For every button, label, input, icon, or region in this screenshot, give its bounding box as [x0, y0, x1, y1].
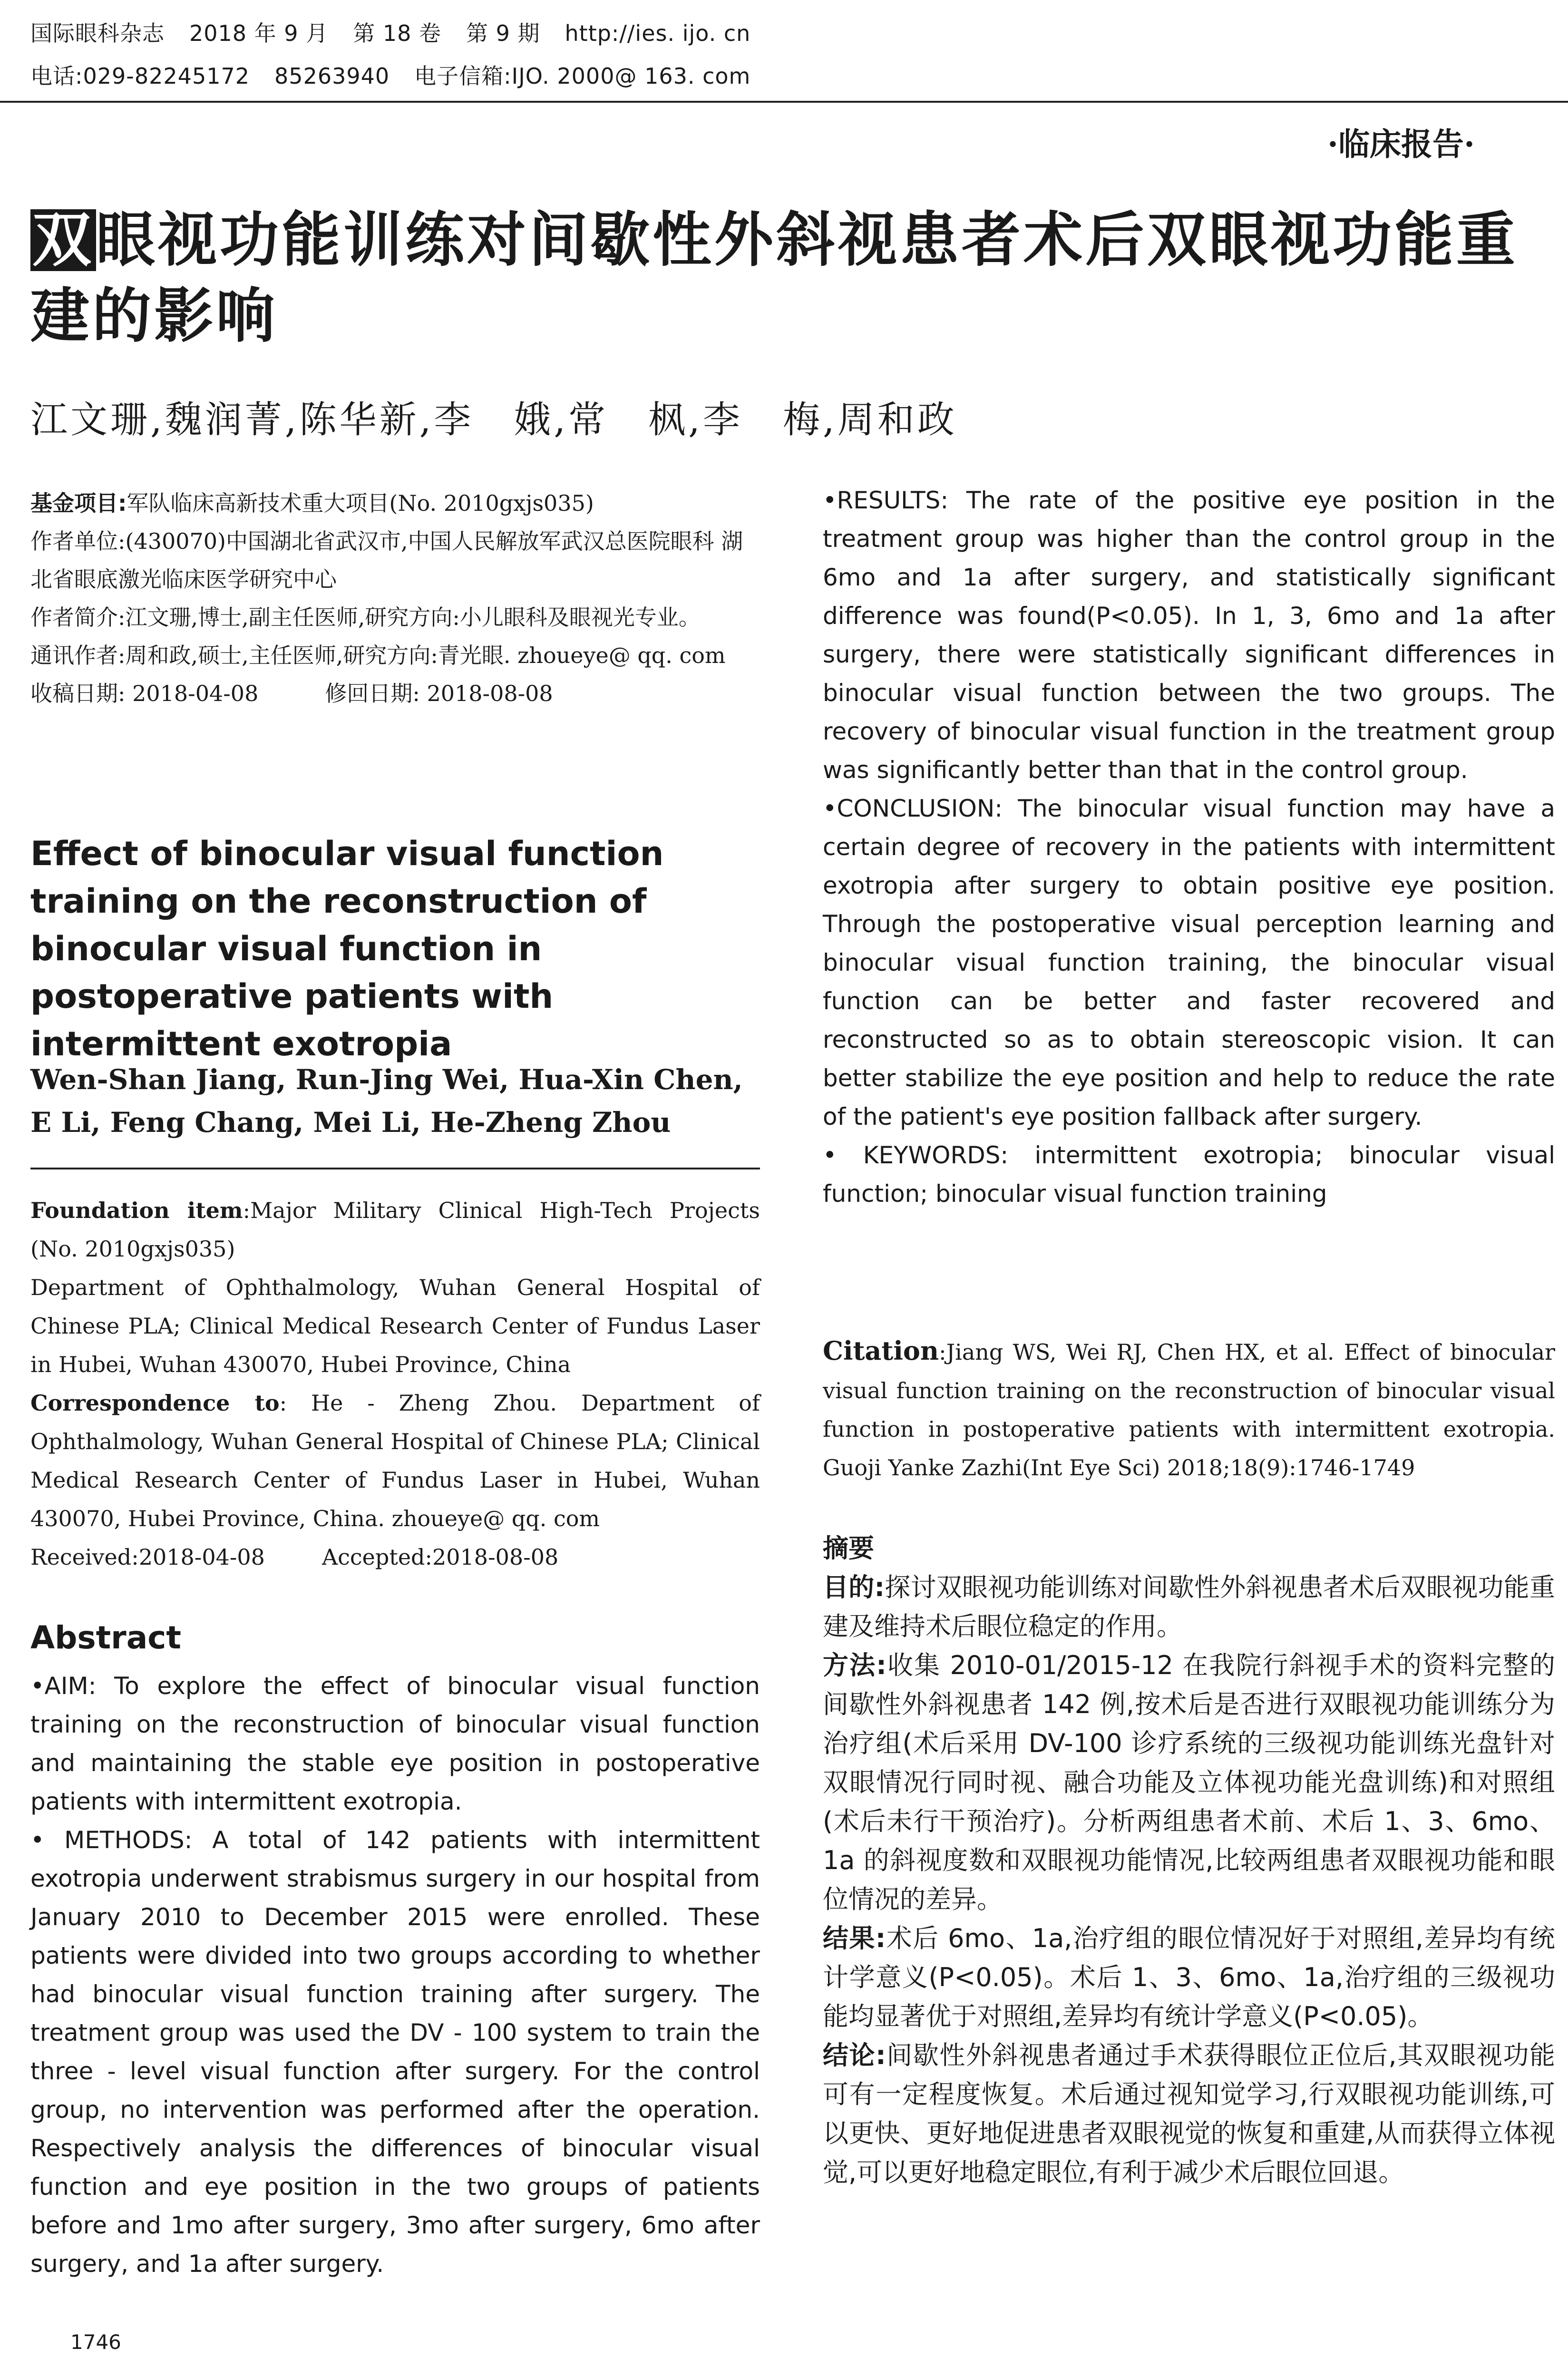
- citation-text: :Jiang WS, Wei RJ, Chen HX, et al. Effect of binocular visual function training on the reconstruction of binocular visual function in postoperative patients with intermittent exotropia. Guoji Yanke Zazhi(Int Eye Sci) 2018;18(9):1746-1749: [823, 1339, 1555, 1481]
- conclusion-text: The binocular visual function may have a certain degree of recovery in the patients with intermittent exotropia after surgery to obtain positive eye position. Through the postoperative visual perception learning and binocular visual function training, the binocular visual function can be better and faster recovered and reconstructed so as to obtain stereoscopic vision. It can better stabilize the eye position and help to reduce the rate of the patient's eye position fallback after surgery.: [823, 795, 1555, 1130]
- aim-label: •AIM:: [30, 1672, 97, 1700]
- department-en: Department of Ophthalmology, Wuhan General Hospital of Chinese PLA; Clinical Medical Research Center of Fundus Laser in Hubei, Wuhan 430070, Hubei Province, China: [30, 1275, 760, 1377]
- aim-text: To explore the effect of binocular visual function training on the reconstruction of binocular visual function and maintaining the stable eye position in postoperative patients with intermittent exotropia.: [30, 1672, 760, 1815]
- issue-date: 2018 年 9 月: [189, 20, 329, 46]
- abstract-cn-heading: 摘要: [823, 1533, 874, 1563]
- methods-label: • METHODS:: [30, 1826, 193, 1854]
- title-en: Effect of binocular visual function training on the reconstruction of binocular visual function in postoperative patients with intermittent exotropia: [30, 834, 664, 1063]
- title-cn-rest: 眼视功能训练对间歇性外斜视患者术后双眼视功能重建的影响: [30, 206, 1519, 351]
- conclusion-cn-text: 间歇性外斜视患者通过手术获得眼位正位后,其双眼视功能可有一定程度恢复。术后通过视知觉学习,行双眼视功能训练,可以更快、更好地促进患者双眼视觉的恢复和重建,从而获得立体视觉,可以更好地稳定眼位,有利于减少术后眼位回退。: [823, 2040, 1555, 2187]
- conclusion-label: •CONCLUSION:: [823, 795, 1003, 822]
- correspondence-en: : He - Zheng Zhou. Department of Ophthalmology, Wuhan General Hospital of Chinese PLA; Clinical Medical Research Center of Fundus Laser in Hubei, Wuhan 430070, Hubei Province, China. zhoueye@ qq. com: [30, 1390, 760, 1531]
- header-line-2: [30, 62, 775, 90]
- correspondence-cn: 通讯作者:周和政,硕士,主任医师,研究方向:青光眼. zhoueye@ qq. com: [30, 643, 726, 668]
- methods-text: A total of 142 patients with intermittent exotropia underwent strabismus surgery in our hospital from January 2010 to December 2015 were enrolled. These patients were divided into two groups according to whether had binocular visual function training after surgery. The treatment group was used the DV - 100 system to train the three - level visual function after surgery. For the control group, no intervention was performed after the operation. Respectively analysis the differences of binocular visual function and eye position in the two groups of patients before and 1mo after surgery, 3mo after surgery, 6mo after surgery, and 1a after surgery.: [30, 1826, 760, 2278]
- aim-cn-text: 探讨双眼视功能训练对间歇性外斜视患者术后双眼视功能重建及维持术后眼位稳定的作用。: [823, 1572, 1555, 1641]
- accepted-en: Accepted:2018-08-08: [321, 1544, 559, 1570]
- fund-text: 军队临床高新技术重大项目(No. 2010gxjs035): [127, 490, 594, 516]
- conclusion-cn-label: 结论:: [823, 2040, 886, 2070]
- results-cn-label: 结果:: [823, 1923, 886, 1953]
- meta-cn: [30, 484, 760, 712]
- abstract-heading: Abstract: [30, 1619, 181, 1656]
- abstract-cn: [823, 1529, 1555, 2192]
- phone-2: 85263940: [274, 63, 390, 89]
- journal-name: 国际眼科杂志: [30, 20, 165, 46]
- abstract-right: [823, 481, 1555, 1213]
- results-text: The rate of the positive eye position in the treatment group was higher than the control group in the 6mo and 1a after surgery, and statistically significant difference was found(P<0.05). In 1, 3, 6mo and 1a after surgery, there were statistically significant differences in binocular visual function between the two groups. The recovery of binocular visual function in the treatment group was significantly better than that in the control group.: [823, 487, 1555, 784]
- keywords-text: intermittent exotropia; binocular visual function; binocular visual function training: [823, 1141, 1555, 1208]
- results-cn-text: 术后 6mo、1a,治疗组的眼位情况好于对照组,差异均有统计学意义(P<0.05)。术后 1、3、6mo、1a,治疗组的三级视功能均显著优于对照组,差异均有统计学意义(P<0.05)。: [823, 1923, 1555, 2031]
- phone: 电话:029-82245172: [30, 63, 250, 89]
- volume: 第 18 卷: [353, 20, 441, 46]
- foundation-label: Foundation item: [30, 1198, 243, 1223]
- fund-label: 基金项目:: [30, 490, 127, 516]
- author-intro: 作者简介:江文珊,博士,副主任医师,研究方向:小儿眼科及眼视光专业。: [30, 604, 701, 630]
- email[interactable]: 电子信箱:IJO. 2000@ 163. com: [414, 63, 751, 89]
- title-cn: [30, 202, 1543, 354]
- authors-cn: 江文珊,魏润菁,陈华新,李 娥,常 枫,李 梅,周和政: [30, 399, 957, 441]
- title-cn-first-char: 双: [30, 209, 96, 271]
- received-en: Received:2018-04-08: [30, 1544, 265, 1570]
- results-label: •RESULTS:: [823, 487, 949, 514]
- author-unit: 作者单位:(430070)中国湖北省武汉市,中国人民解放军武汉总医院眼科 湖北省眼底激光临床医学研究中心: [30, 528, 743, 592]
- authors-divider: [30, 1168, 760, 1169]
- header-line-1: [30, 19, 775, 48]
- keywords-label: • KEYWORDS:: [823, 1141, 1009, 1169]
- received-cn: 收稿日期: 2018-04-08: [30, 681, 259, 706]
- meta-en: [30, 1191, 760, 1577]
- abstract-left: [30, 1667, 760, 2283]
- page-number: 1746: [70, 2330, 121, 2354]
- issue: 第 9 期: [466, 20, 540, 46]
- correspondence-label: Correspondence to: [30, 1390, 280, 1416]
- foundation-text: :Major Military Clinical High-Tech Projects (No. 2010gxjs035): [30, 1198, 760, 1262]
- methods-cn-text: 收集 2010-01/2015-12 在我院行斜视手术的资料完整的间歇性外斜视患者 142 例,按术后是否进行双眼视功能训练分为治疗组(术后采用 DV-100 诊疗系统的三级视功能训练光盘针对双眼情况行同时视、融合功能及立体视功能光盘训练)和对照组(术后未行干预治疗)。分析两组患者术前、术后 1、3、6mo、1a 的斜视度数和双眼视功能情况,比较两组患者双眼视功能和眼位情况的差异。: [823, 1650, 1555, 1914]
- journal-url[interactable]: http://ies. ijo. cn: [565, 20, 751, 46]
- section-tag: ·临床报告·: [1327, 126, 1475, 163]
- revised-cn: 修回日期: 2018-08-08: [325, 681, 553, 706]
- header-divider: [0, 101, 1568, 103]
- aim-cn-label: 目的:: [823, 1572, 885, 1602]
- citation: [823, 1332, 1555, 1487]
- methods-cn-label: 方法:: [823, 1650, 886, 1680]
- citation-label: Citation: [823, 1335, 939, 1366]
- authors-en: Wen-Shan Jiang, Run-Jing Wei, Hua-Xin Chen, E Li, Feng Chang, Mei Li, He-Zheng Zhou: [30, 1063, 743, 1139]
